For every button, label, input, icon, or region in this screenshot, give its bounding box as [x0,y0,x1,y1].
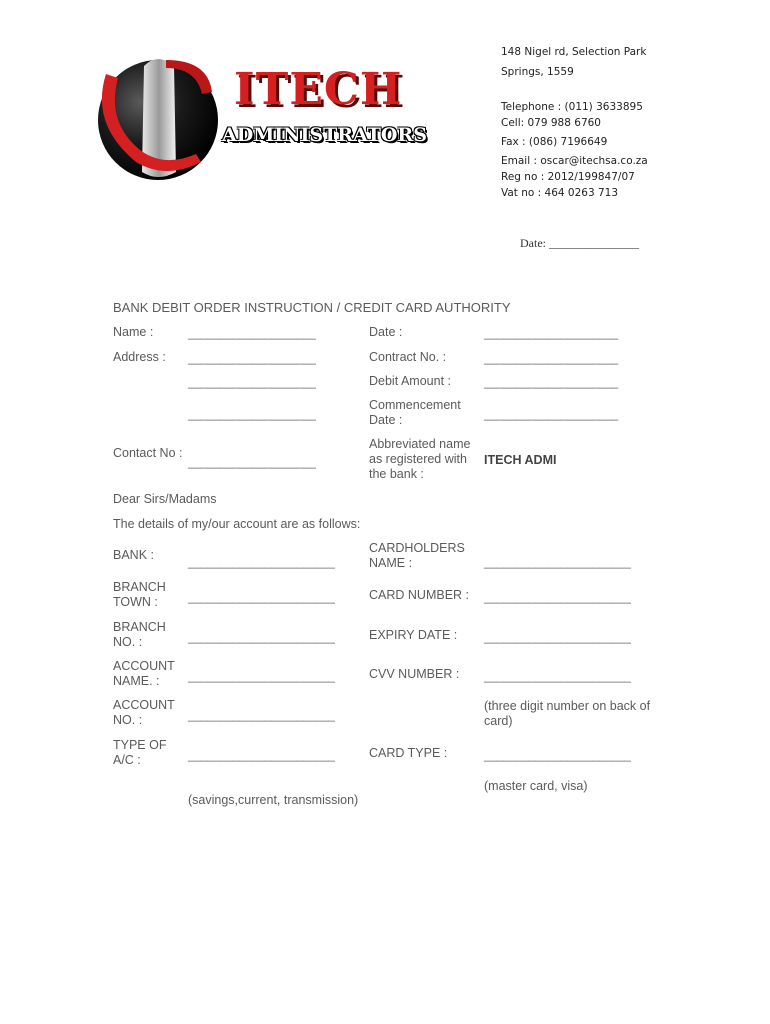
account-type-field[interactable]: _______________________ [188,748,335,762]
commencement-label: Commencement Date : [369,398,461,427]
account-no-label: ACCOUNT NO. : [113,698,175,727]
card-number-label: CARD NUMBER : [369,588,470,602]
card-type-label: CARD TYPE : [369,746,448,760]
address-line-2: Springs, 1559 [501,66,574,78]
cell: Cell: 079 988 6760 [501,117,601,129]
commencement-field[interactable]: _____________________ [484,407,618,421]
debit-amount-field[interactable]: _____________________ [484,375,618,389]
company-logo [96,44,441,184]
branch-town-label: BRANCH TOWN : [113,580,166,609]
address-field-2[interactable]: ____________________ [188,375,316,389]
email: Email : oscar@itechsa.co.za [501,155,648,167]
cvv-note: (three digit number on back of card) [484,699,651,728]
branch-no-field[interactable]: _______________________ [188,630,335,644]
branch-town-field[interactable]: _______________________ [188,590,335,604]
name-field[interactable]: ____________________ [188,326,316,340]
contact-label: Contact No : [113,446,183,460]
card-type-note: (master card, visa) [484,779,588,793]
account-type-label: TYPE OF A/C : [113,738,167,767]
address-line-1: 148 Nigel rd, Selection Park [501,46,647,58]
details-intro: The details of my/our account are as follows: [113,517,361,531]
abbreviated-name-label: Abbreviated name as registered with the bank : [369,437,471,481]
logo-word-itech: ITECH [234,64,403,115]
expiry-label: EXPIRY DATE : [369,628,458,642]
address-field-1[interactable]: ____________________ [188,351,316,365]
expiry-field[interactable]: _______________________ [484,630,631,644]
salutation: Dear Sirs/Madams [113,492,217,506]
fax: Fax : (086) 7196649 [501,136,608,148]
card-type-field[interactable]: _______________________ [484,748,631,762]
cvv-field[interactable]: _______________________ [484,669,631,683]
cardholder-label: CARDHOLDERS NAME : [369,541,465,570]
branch-no-label: BRANCH NO. : [113,620,166,649]
telephone: Telephone : (011) 3633895 [501,101,643,113]
account-name-label: ACCOUNT NAME. : [113,659,175,688]
contract-label: Contract No. : [369,350,447,364]
card-number-field[interactable]: _______________________ [484,590,631,604]
debit-amount-label: Debit Amount : [369,374,451,388]
bank-label: BANK : [113,548,154,562]
date-label: Date : [369,325,403,339]
contact-field[interactable]: ____________________ [188,455,316,469]
logo-word-administrators: ADMINISTRATORS [222,124,427,146]
contract-field[interactable]: _____________________ [484,351,618,365]
cvv-label: CVV NUMBER : [369,667,460,681]
abbreviated-name-value[interactable]: ITECH ADMI [484,453,557,467]
bank-field[interactable]: _______________________ [188,555,335,569]
name-label: Name : [113,325,154,339]
form-title: BANK DEBIT ORDER INSTRUCTION / CREDIT CARD AUTHORITY [113,300,511,315]
address-label: Address : [113,350,166,364]
account-name-field[interactable]: _______________________ [188,669,335,683]
vat-no: Vat no : 464 0263 713 [501,187,619,199]
header-date-field[interactable]: Date: _______________ [520,236,639,250]
account-type-note: (savings,current, transmission) [188,793,359,807]
address-field-3[interactable]: ____________________ [188,407,316,421]
reg-no: Reg no : 2012/199847/07 [501,171,635,183]
account-no-field[interactable]: _______________________ [188,708,335,722]
cardholder-field[interactable]: _______________________ [484,555,631,569]
date-field[interactable]: _____________________ [484,326,618,340]
